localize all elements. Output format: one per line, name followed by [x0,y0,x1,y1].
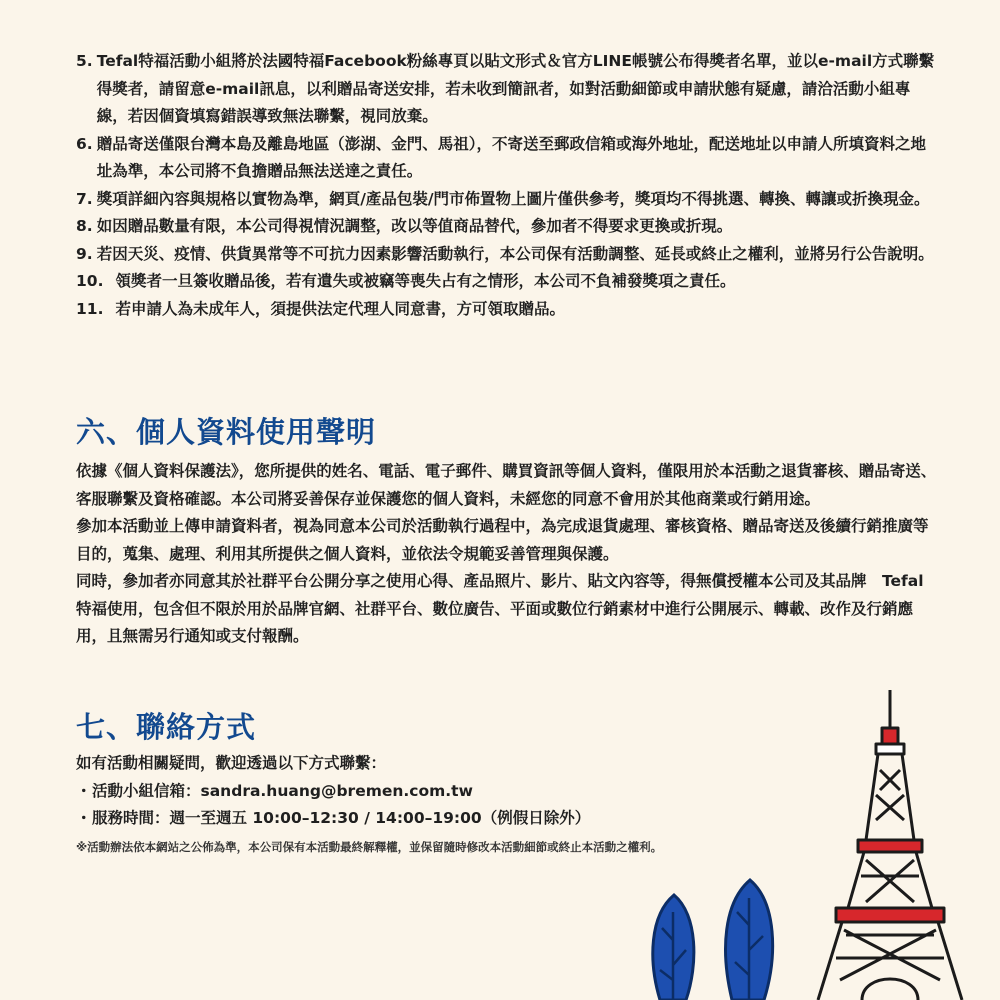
rule-item [76,213,936,241]
rules-list [76,48,936,323]
contact-email-text[interactable]: 活動小組信箱：sandra.huang@bremen.com.tw [92,781,473,800]
rule-text: 若因天災、疫情、供貨異常等不可抗力因素影響活動執行，本公司保有活動調整、延長或終止之權利，並將另行公告說明。 [96,244,934,263]
rule-text: 贈品寄送僅限台灣本島及離島地區（澎湖、金門、馬祖），不寄送至郵政信箱或海外地址，配送地址以申請人所填資料之地址為準，本公司將不負擔贈品無法送達之責任。 [96,134,926,180]
rule-number: 10. [76,272,104,290]
bullet-icon: ・ [76,781,92,800]
rule-number: 7. [76,189,93,208]
rule-item [76,241,936,269]
privacy-section [76,458,938,651]
privacy-paragraph: 依據《個人資料保護法》，您所提供的姓名、電話、電子郵件、購買資訊等個人資料，僅限用於本活動之退貨審核、贈品寄送、客服聯繫及資格確認。本公司將妥善保存並保護您的個人資料，未經您的同意不會用於其他商業或行銷用途。 [76,462,937,508]
rule-item [76,48,936,131]
rule-item [76,186,936,214]
rule-text: 獎項詳細內容與規格以實物為準，網頁/產品包裝/門市佈置物上圖片僅供參考，獎項均不得挑選、轉換、轉讓或折換現金。 [96,189,930,208]
rule-text: 如因贈品數量有限，本公司得視情況調整，改以等值商品替代，參加者不得要求更換或折現。 [96,217,733,235]
rule-item [76,131,936,186]
rule-text: 領獎者一旦簽收贈品後，若有遺失或被竊等喪失占有之情形，本公司不負補發獎項之責任。 [115,272,736,290]
rule-number: 11. [76,299,104,318]
rule-number: 9. [76,244,93,263]
rule-item [76,268,936,296]
rule-number: 6. [76,134,93,153]
rule-text: 若申請人為未成年人，須提供法定代理人同意書，方可領取贈品。 [115,299,565,318]
rule-number: 5. [76,52,93,70]
contact-heading: 七、聯絡方式 [76,710,257,744]
bullet-icon: ・ [76,809,92,827]
contact-hours-text: 服務時間：週一至週五 10:00–12:30 / 14:00–19:00（例假日除外） [92,809,591,827]
tree-icon [653,895,694,1000]
eiffel-tower-illustration [640,680,1000,1000]
tower-icon [818,690,962,1000]
privacy-heading: 六、個人資料使用聲明 [76,415,377,449]
tree-icon [726,880,773,1000]
privacy-paragraph: 同時，參加者亦同意其於社群平台公開分享之使用心得、產品照片、影片、貼文內容等，得無償授權本公司及其品牌 Tefal特福使用，包含但不限於用於品牌官網、社群平台、數位廣告、平面或數位行銷素材中進行公開展示、轉載、改作及行銷應用，且無需另行通知或支付報酬。 [76,572,924,645]
rule-number: 8. [76,217,93,235]
rule-item [76,296,936,324]
privacy-paragraph: 參加本活動並上傳申請資料者，視為同意本公司於活動執行過程中，為完成退貨處理、審核資格、贈品寄送及後續行銷推廣等目的，蒐集、處理、利用其所提供之個人資料，並依法令規範妥善管理與保護。 [76,517,929,563]
footnote: ※活動辦法依本網站之公佈為準，本公司保有本活動最終解釋權，並保留隨時修改本活動細節或終止本活動之權利。 [76,839,663,854]
rule-text: Tefal特福活動小組將於法國特福Facebook粉絲專頁以貼文形式＆官方LINE帳號公布得獎者名單，並以e-mail方式聯繫得獎者，請留意e-mail訊息，以利贈品寄送安排，若未收到簡訊者，如對活動細節或申請狀態有疑慮，請洽活動小組專線，若因個資填寫錯誤導致無法聯繫，視同放棄。 [96,52,935,125]
contact-intro: 如有活動相關疑問，歡迎透過以下方式聯繫： [76,754,387,772]
